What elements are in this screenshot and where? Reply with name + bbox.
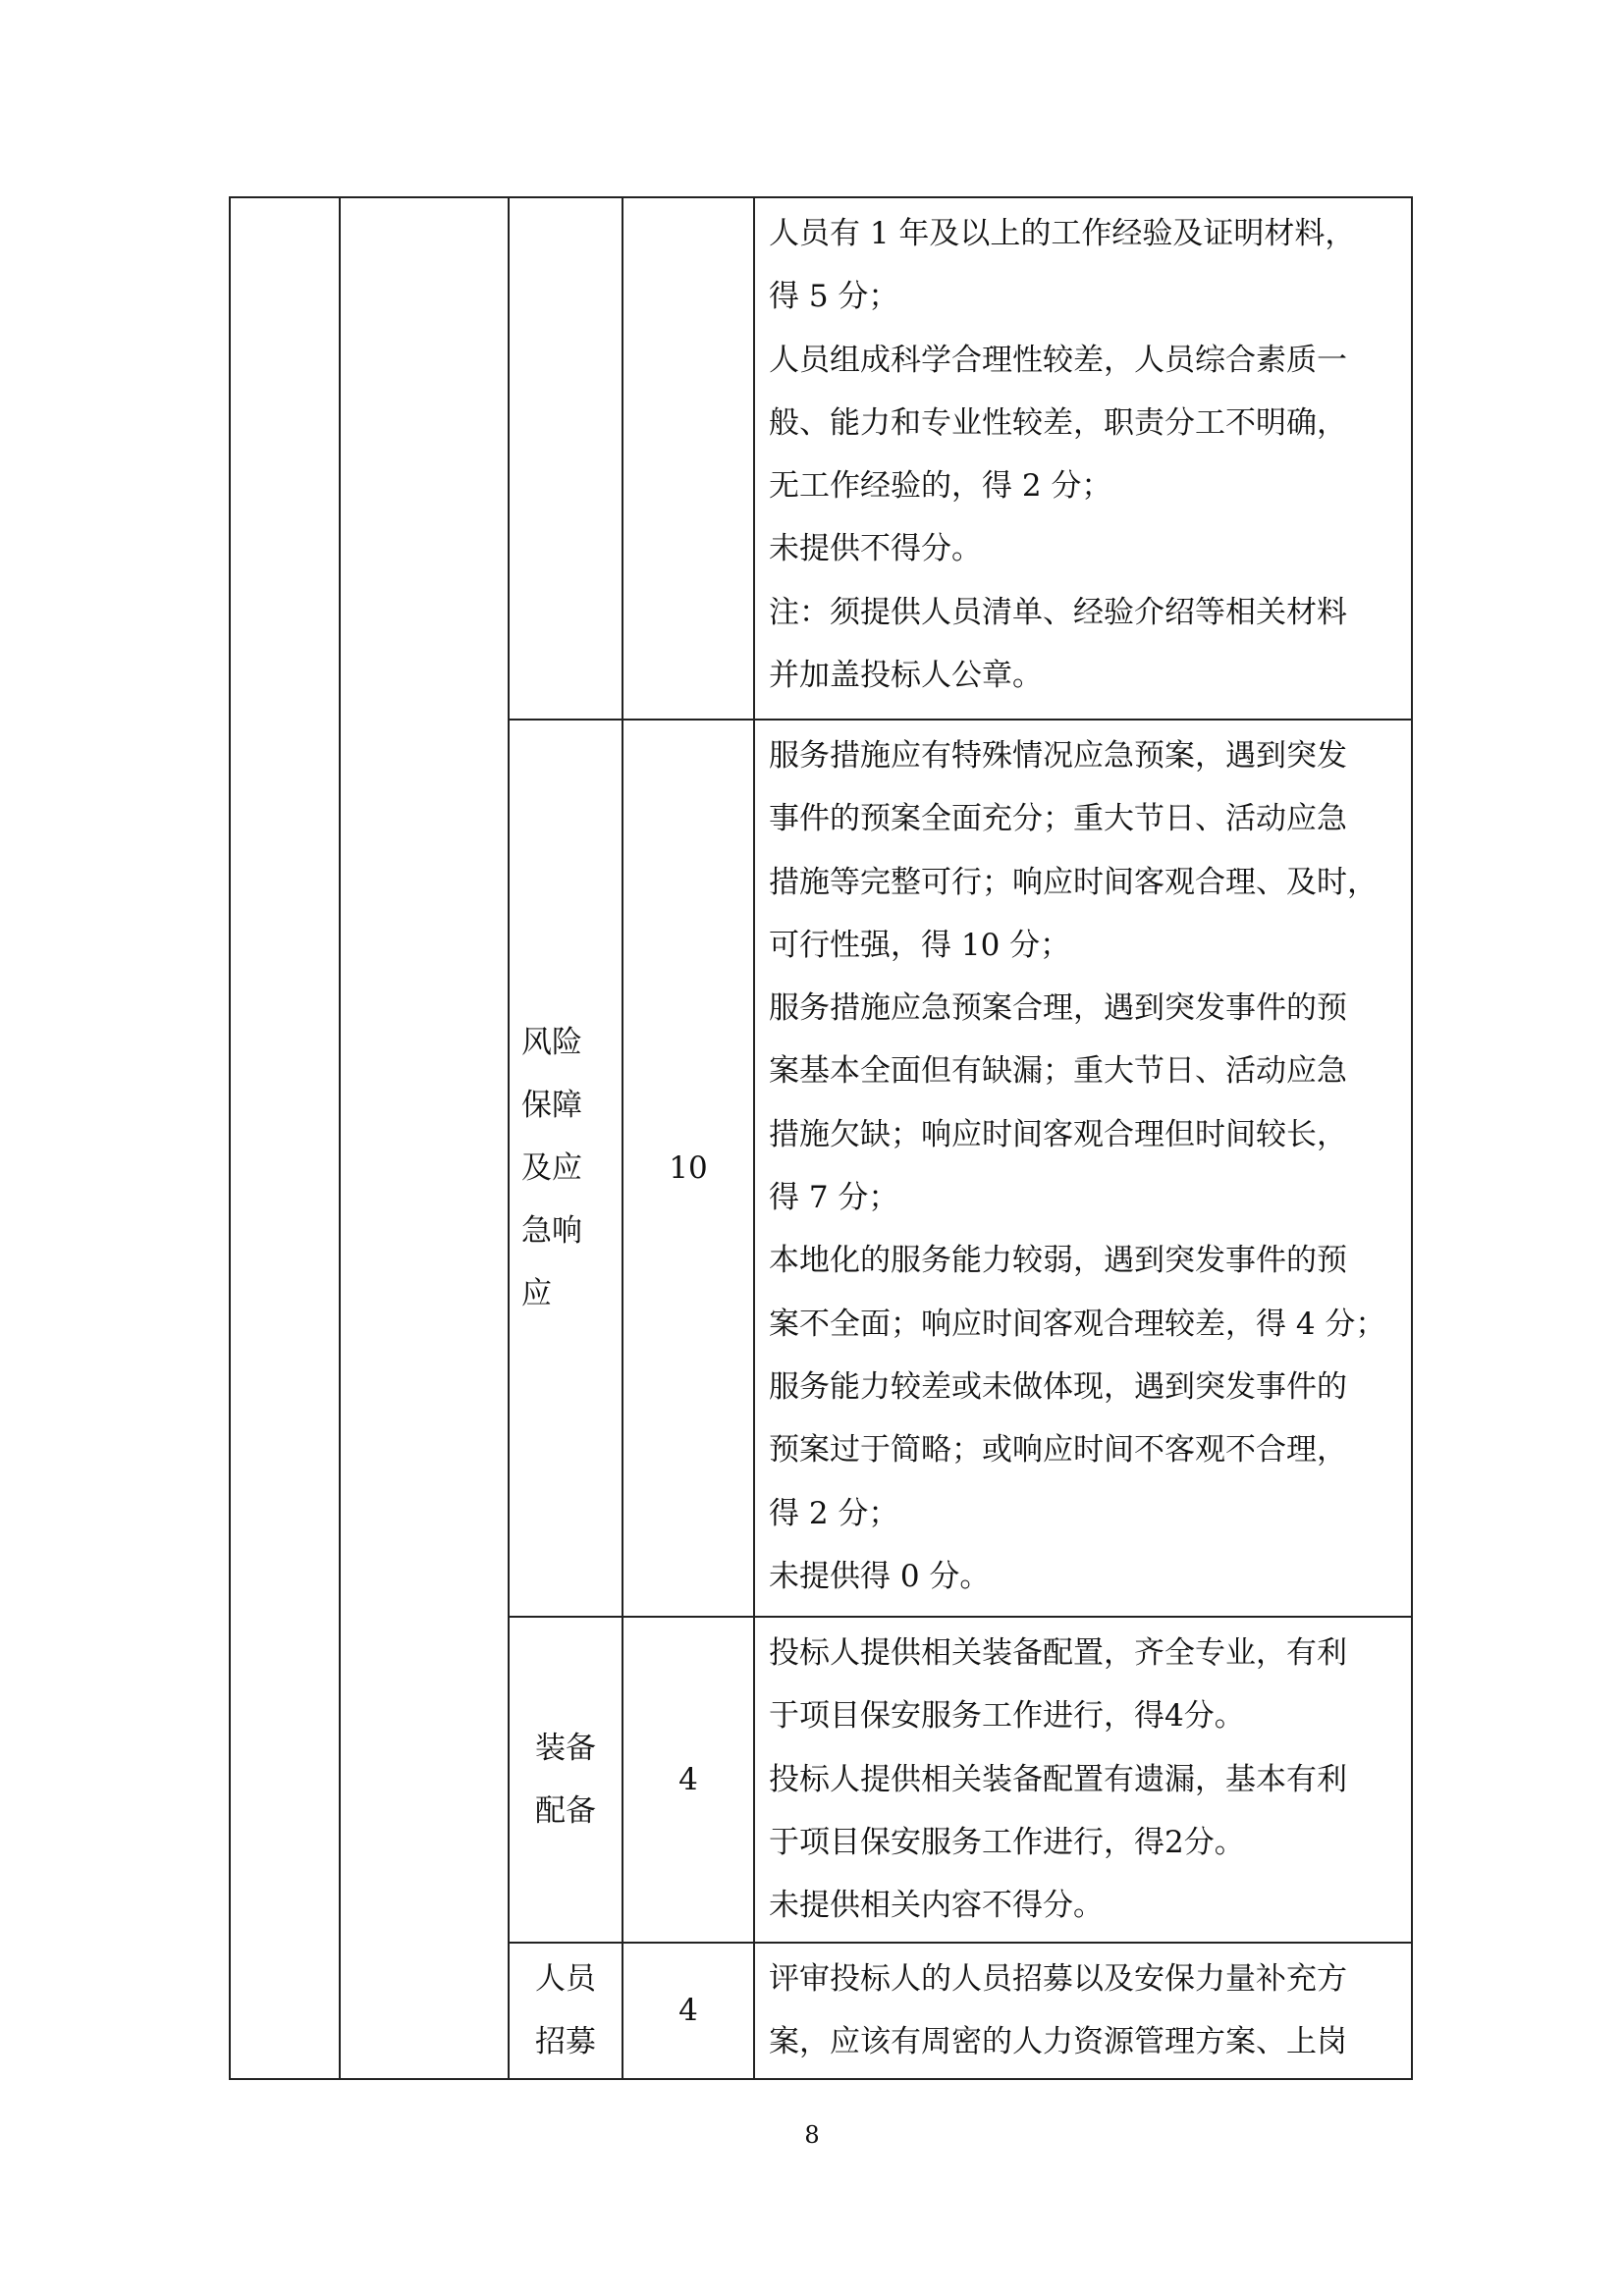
- item-name-line: 应: [521, 1276, 552, 1311]
- criteria-line: 案基本全面但有缺漏；重大节日、活动应急: [769, 1053, 1347, 1090]
- criteria-line: 服务措施应急预案合理，遇到突发事件的预: [769, 990, 1347, 1027]
- item-name-line: 急响: [521, 1213, 582, 1249]
- criteria-line: 未提供得 0 分。: [769, 1558, 991, 1594]
- criteria-line: 可行性强，得 10 分；: [769, 927, 1071, 963]
- item-name-line: 配备: [535, 1793, 596, 1829]
- item-score-cell: [623, 197, 754, 720]
- table-row: [230, 197, 1412, 720]
- criteria-line: 于项目保安服务工作进行，得2分。: [769, 1824, 1245, 1860]
- item-name-line: 人员: [535, 1961, 596, 1998]
- item-name-cell: [509, 1943, 623, 2079]
- criteria-line: 般、能力和专业性较差，职责分工不明确，: [769, 404, 1347, 441]
- criteria-cell: [754, 197, 1412, 720]
- criteria-line: 服务措施应有特殊情况应急预案，遇到突发: [769, 738, 1347, 774]
- item-score-cell: 10: [623, 720, 754, 1617]
- criteria-line: 案不全面；响应时间客观合理较差，得 4 分；: [769, 1306, 1386, 1342]
- criteria-line: 人员有 1 年及以上的工作经验及证明材料，: [769, 216, 1356, 251]
- criteria-line: 并加盖投标人公章。: [769, 658, 1043, 694]
- item-score-cell: 4: [623, 1617, 754, 1943]
- scoring-table: [229, 196, 1413, 2080]
- criteria-line: 措施等完整可行；响应时间客观合理、及时，: [769, 864, 1378, 900]
- item-name-line: 招募: [535, 2024, 596, 2060]
- criteria-line: 服务能力较差或未做体现，遇到突发事件的: [769, 1368, 1347, 1405]
- criteria-line: 投标人提供相关装备配置，齐全专业，有利: [769, 1635, 1347, 1671]
- item-name-cell: [509, 197, 623, 720]
- item-name-cell: [509, 720, 623, 1617]
- criteria-line: 案，应该有周密的人力资源管理方案、上岗: [769, 2024, 1347, 2060]
- category-cell: [230, 197, 340, 2079]
- criteria-line: 得 5 分；: [769, 279, 899, 315]
- subcategory-cell: [340, 197, 509, 2079]
- page-number: 8: [804, 2121, 820, 2149]
- item-name-line: 保障: [521, 1088, 582, 1123]
- criteria-cell: [754, 1943, 1412, 2079]
- criteria-line: 得 7 分；: [769, 1180, 899, 1216]
- criteria-line: 评审投标人的人员招募以及安保力量补充方: [769, 1961, 1347, 1997]
- criteria-cell: [754, 1617, 1412, 1943]
- criteria-line: 预案过于简略；或响应时间不客观不合理，: [769, 1432, 1347, 1468]
- item-name-line: 装备: [535, 1731, 596, 1766]
- criteria-line: 措施欠缺；响应时间客观合理但时间较长，: [769, 1116, 1347, 1152]
- criteria-line: 得 2 分；: [769, 1495, 899, 1531]
- criteria-line: 本地化的服务能力较弱，遇到突发事件的预: [769, 1243, 1347, 1279]
- criteria-line: 未提供相关内容不得分。: [769, 1888, 1104, 1924]
- criteria-line: 未提供不得分。: [769, 531, 982, 567]
- criteria-line: 人员组成科学合理性较差，人员综合素质一: [769, 342, 1347, 378]
- item-name-line: 风险: [521, 1025, 582, 1060]
- item-name-line: 及应: [521, 1150, 582, 1186]
- criteria-line: 无工作经验的，得 2 分；: [769, 468, 1112, 505]
- item-score-cell: 4: [623, 1943, 754, 2079]
- item-name-cell: [509, 1617, 623, 1943]
- criteria-line: 事件的预案全面充分；重大节日、活动应急: [769, 801, 1347, 837]
- criteria-line: 于项目保安服务工作进行，得4分。: [769, 1698, 1245, 1735]
- criteria-line: 投标人提供相关装备配置有遗漏，基本有利: [769, 1761, 1347, 1797]
- criteria-cell: [754, 720, 1412, 1617]
- criteria-line: 注：须提供人员清单、经验介绍等相关材料: [769, 594, 1347, 630]
